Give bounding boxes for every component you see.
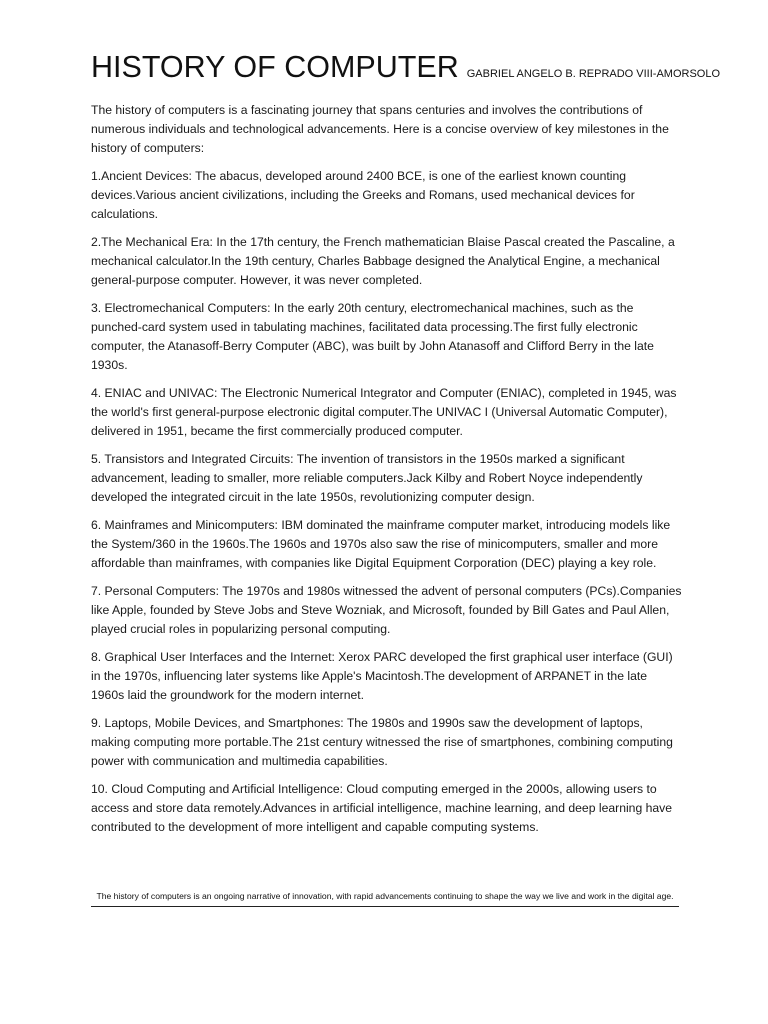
section-personal-computers: 7. Personal Computers: The 1970s and 1980s witnessed the advent of personal computers (PCs).Companies like Apple, founded by Steve Jobs and Steve Wozniak, and Microsoft, founded by Bill Gates and Paul Allen, played crucial roles in popularizing personal computing. [91,584,682,636]
page-title: HISTORY OF COMPUTER [91,50,459,84]
section-cloud-ai: 10. Cloud Computing and Artificial Intelligence: Cloud computing emerged in the 2000s, allowing users to access and store data remotely.Advances in artificial intelligence, machine learning, and deep learning have contributed to the development of more intelligent and capable computing systems. [91,782,673,834]
document-body [91,48,721,846]
section-laptops-mobile: 9. Laptops, Mobile Devices, and Smartphones: The 1980s and 1990s saw the development of laptops, making computing more portable.The 21st century witnessed the rise of smartphones, combining computing power with communication and multimedia capabilities. [91,716,673,768]
footer-note: The history of computers is an ongoing narrative of innovation, with rapid advancements continuing to shape the way we live and work in the digital age. [91,891,679,907]
title-row [91,48,721,93]
section-eniac-univac: 4. ENIAC and UNIVAC: The Electronic Numerical Integrator and Computer (ENIAC), completed in 1945, was the world's first general-purpose electronic digital computer.The UNIVAC I (Universal Automatic Computer), delivered in 1951, became the first commercially produced computer. [91,386,677,438]
section-mechanical-era: 2.The Mechanical Era: In the 17th century, the French mathematician Blaise Pascal created the Pascaline, a mechanical calculator.In the 19th century, Charles Babbage designed the Analytical Engine, a mechanical general-purpose computer. However, it was never completed. [91,235,675,287]
intro-paragraph: The history of computers is a fascinating journey that spans centuries and involves the contributions of numerous individuals and technological advancements. Here is a concise overview of key milestones in the history of computers: [91,103,669,155]
section-ancient-devices: 1.Ancient Devices: The abacus, developed around 2400 BCE, is one of the earliest known counting devices.Various ancient civilizations, including the Greeks and Romans, used mechanical devices for calculations. [91,169,635,221]
section-gui-internet: 8. Graphical User Interfaces and the Internet: Xerox PARC developed the first graphical user interface (GUI) in the 1970s, influencing later systems like Apple's Macintosh.The development of ARPANET in the late 1960s laid the groundwork for the modern internet. [91,650,673,702]
author-name: GABRIEL ANGELO B. REPRADO VIII-AMORSOLO [466,68,721,80]
section-electromechanical: 3. Electromechanical Computers: In the early 20th century, electromechanical machines, such as the punched-card system used in tabulating machines, facilitated data processing.The first fully electronic computer, the Atanasoff-Berry Computer (ABC), was built by John Atanasoff and Clifford Berry in the late 1930s. [91,301,654,372]
section-mainframes: 6. Mainframes and Minicomputers: IBM dominated the mainframe computer market, introducing models like the System/360 in the 1960s.The 1960s and 1970s also saw the rise of minicomputers, smaller and more affordable than mainframes, with companies like Digital Equipment Corporation (DEC) playing a key role. [91,518,671,570]
section-transistors: 5. Transistors and Integrated Circuits: The invention of transistors in the 1950s marked a significant advancement, leading to smaller, more reliable computers.Jack Kilby and Robert Noyce independently developed the integrated circuit in the late 1950s, revolutionizing computer design. [91,452,643,504]
